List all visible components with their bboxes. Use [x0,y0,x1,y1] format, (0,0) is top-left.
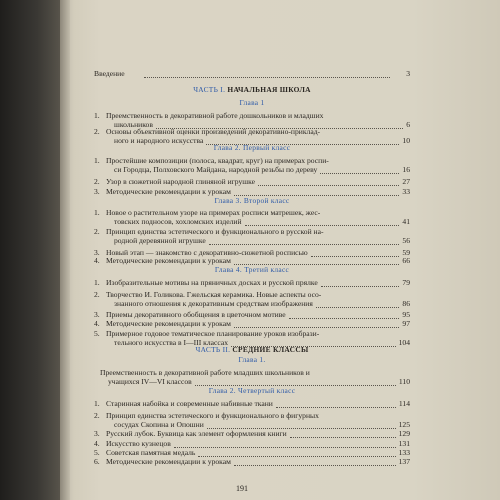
entry-text: Методические рекомендации к урокам [106,457,231,466]
chapter-label: Глава 2. [213,143,241,152]
entry-number: 1. [94,278,100,287]
chapter-label: Глава 1. [238,355,266,364]
part-2-heading [94,346,410,353]
chapter-label: Глава 2. [208,386,236,395]
entry-number: 3. [94,310,100,319]
entry-number: 4. [94,256,100,265]
entry-text: Введение [94,69,125,78]
entry-text: Преемственность в декоративной работе дошкольников и младших [106,111,324,120]
chapter-label: Глава 4. [214,265,243,274]
entry-number: 5. [94,448,100,457]
chapter-subtitle: Первый класс [243,143,291,152]
entry-number: 3. [94,187,100,196]
entry-number: 1. [94,399,100,408]
page-number: 59 [402,248,410,257]
entry-text: си Городца, Полховского Майдана, народной резьбы по дереву [114,165,318,174]
entry-text: Приемы декоративного обобщения в цветочном мотиве [106,310,286,319]
part-1-heading [94,86,410,93]
toc-entry [94,228,410,246]
entry-text: Методические рекомендации к урокам [106,187,231,196]
chapter-heading [94,266,410,273]
dot-leader [174,446,396,448]
entry-number: 1. [94,156,100,165]
chapter-subtitle: Второй класс [243,196,290,205]
entry-number: 4. [94,439,100,448]
page-number: 125 [398,420,410,429]
toc-entry-intro [94,70,410,79]
dot-leader [320,172,399,174]
toc-entry [94,412,410,430]
table-of-contents [94,0,410,500]
entry-text: Творчество И. Голикова. Гжельская керамика. Новые аспекты осо- [106,290,322,299]
page-number: 41 [402,217,410,226]
entry-number: 6. [94,457,100,466]
dot-leader [234,464,396,466]
toc-entry [94,369,410,387]
entry-text: Принцип единства эстетического и функционального в фигурных [106,411,319,420]
entry-text: родной деревянной игрушке [114,236,206,245]
entry-text: Советская памятная медаль [106,448,196,457]
toc-entry [94,209,410,227]
entry-text: Принцип единства эстетического и функционального в русской на- [106,227,324,236]
toc-entry [94,320,410,329]
entry-text: знанного отношения к декоративным средствам изображения [114,299,313,308]
toc-entry [94,178,410,187]
entry-number: 2. [94,290,100,299]
page-number: 6 [406,120,410,129]
chapter-heading [94,99,410,106]
toc-entry [94,400,410,409]
chapter-subtitle: Четвертый класс [238,386,296,395]
dark-background [0,0,62,500]
entry-text: учащихся IV—VI классов [108,377,192,386]
entry-number: 2. [94,411,100,420]
dot-leader [245,224,399,226]
page-number: 104 [398,338,410,347]
page-number: 56 [402,236,410,245]
page-number: 27 [402,177,410,186]
entry-text: тельного искусства в I—III классах [114,338,228,347]
entry-number: 1. [94,208,100,217]
entry-text: Новый этап — знакомство с декоративно-сюжетной росписью [106,248,308,257]
page-number: 86 [402,299,410,308]
page-number: 3 [406,69,410,78]
toc-entry [94,157,410,175]
entry-number: 1. [94,111,100,120]
chapter-subtitle: Третий класс [244,265,290,274]
entry-text: Преемственность в декоративной работе младших школьников и [100,368,310,377]
entry-text: Искусство кузнецов [106,439,171,448]
page-number: 79 [402,278,410,287]
toc-entry [94,291,410,309]
entry-text: Методические рекомендации к урокам [106,256,231,265]
page-folio: 191 [236,484,248,493]
part-prefix: ЧАСТЬ I. [193,85,226,94]
entry-number: 3. [94,429,100,438]
entry-text: ного и народного искусства [114,136,204,145]
page-number: 129 [398,429,410,438]
page-number: 97 [402,319,410,328]
page-number: 131 [398,439,410,448]
page-spine [60,0,70,500]
entry-number: 2. [94,127,100,136]
entry-text: школьников [114,120,153,129]
page-number: 110 [398,377,410,386]
page-number: 137 [398,457,410,466]
toc-entry [94,458,410,467]
dot-leader [316,306,399,308]
dot-leader [289,317,399,319]
part-title: СРЕДНИЕ КЛАССЫ [232,345,309,354]
dot-leader [258,184,399,186]
part-title: НАЧАЛЬНАЯ ШКОЛА [227,85,311,94]
page-number: 95 [402,310,410,319]
chapter-label: Глава 1 [239,98,265,107]
page-number: 66 [402,256,410,265]
entry-text: товских подносов, хохломских изделий [114,217,242,226]
entry-text: Методические рекомендации к урокам [106,319,231,328]
entry-text: Основы объективной оценки произведений декоративно-приклад- [106,127,321,136]
chapter-heading [94,197,410,204]
entry-number: 3. [94,248,100,257]
dot-leader [209,243,399,245]
entry-text: Простейшие композиции (полоса, квадрат, круг) на примерах роспи- [106,156,329,165]
entry-number: 2. [94,177,100,186]
page-number: 16 [402,165,410,174]
chapter-heading [94,356,410,363]
entry-number: 2. [94,227,100,236]
chapter-heading [94,387,410,394]
dot-leader [234,326,399,328]
dot-leader [144,76,390,78]
dot-leader [276,406,396,408]
dot-leader [290,436,396,438]
entry-text: Новое о растительном узоре на примерах росписи матрешек, жес- [106,208,321,217]
entry-text: Примерное годовое тематическое планирование уроков изобрази- [106,329,320,338]
entry-text: Старинная набойка и современные набивные ткани [106,399,273,408]
page-number: 10 [402,136,410,145]
page-number: 133 [398,448,410,457]
chapter-heading [94,144,410,151]
page-number: 114 [398,399,410,408]
entry-number: 4. [94,319,100,328]
entry-text: Изобразительные мотивы на пряничных досках и русской прялке [106,278,318,287]
toc-entry [94,430,410,439]
chapter-label: Глава 3. [214,196,242,205]
entry-text: Русский лубок. Буквица как элемент оформления книги [106,429,287,438]
entry-text: Узор в сюжетной народной глиняной игрушке [106,177,255,186]
toc-entry [94,279,410,288]
part-prefix: ЧАСТЬ II. [195,345,231,354]
entry-number: 5. [94,329,100,338]
page-number: 33 [402,187,410,196]
dot-leader [321,285,399,287]
entry-text: сосудах Скопина и Опошни [114,420,204,429]
